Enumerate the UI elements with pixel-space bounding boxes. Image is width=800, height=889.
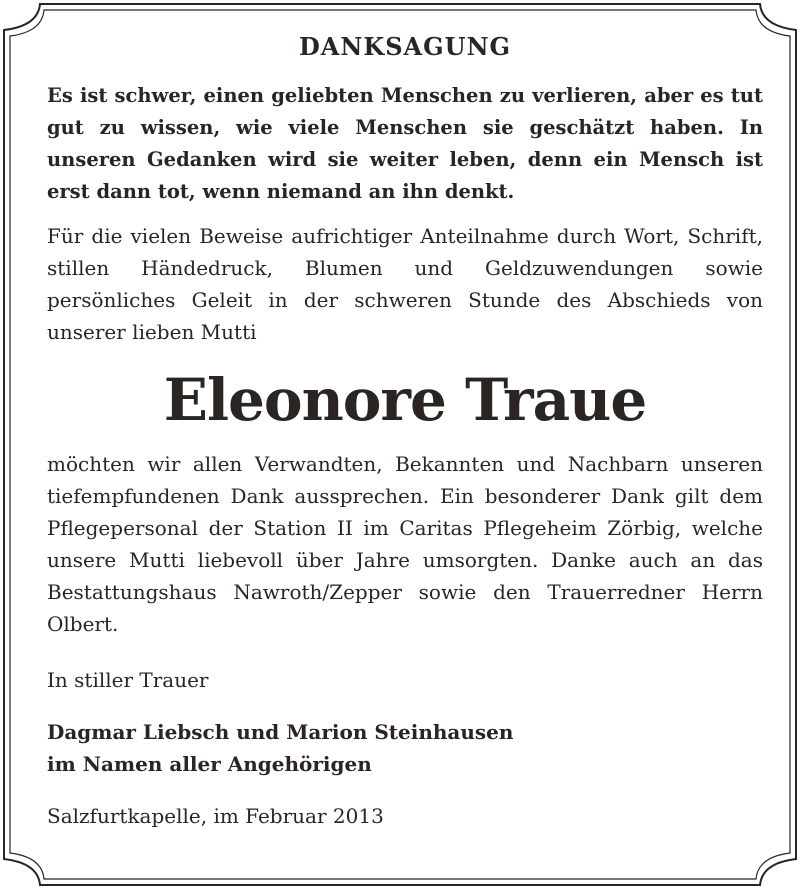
signatories-line-2: im Namen aller Angehörigen — [47, 752, 372, 776]
deceased-name: Eleonore Traue — [163, 366, 647, 434]
signatories-line-1: Dagmar Liebsch und Marion Steinhausen — [47, 720, 514, 744]
thanks-paragraph-1: Für die vielen Beweise aufrichtiger Anteilnahme durch Wort, Schrift, stillen Händedruck, Blumen und Geldzuwendungen sowie persönliches Geleit in der schweren Stunde des Abschieds von unserer lieben Mutti — [47, 224, 763, 344]
mourning-line: In stiller Trauer — [47, 668, 209, 692]
notice-heading: DANKSAGUNG — [298, 32, 512, 61]
notice-body — [47, 30, 763, 832]
place-date: Salzfurtkapelle, im Februar 2013 — [47, 804, 384, 828]
intro-quote: Es ist schwer, einen geliebten Menschen zu verlieren, aber es tut gut zu wissen, wie viele Menschen sie geschätzt haben. In unseren Gedanken wird sie weiter leben, denn ein Mensch ist erst dann tot, wenn niemand an ihn denkt. — [47, 84, 763, 203]
thanks-paragraph-2: möchten wir allen Verwandten, Bekannten und Nachbarn unseren tiefempfundenen Dank aussprechen. Ein besonderer Dank gilt dem Pflegepersonal der Station II im Caritas Pflegeheim Zörbig, welche unsere Mutti liebevoll über Jahre umsorgten. Danke auch an das Bestattungshaus Nawroth/Zepper sowie den Trauerredner Herrn Olbert. — [47, 452, 763, 636]
